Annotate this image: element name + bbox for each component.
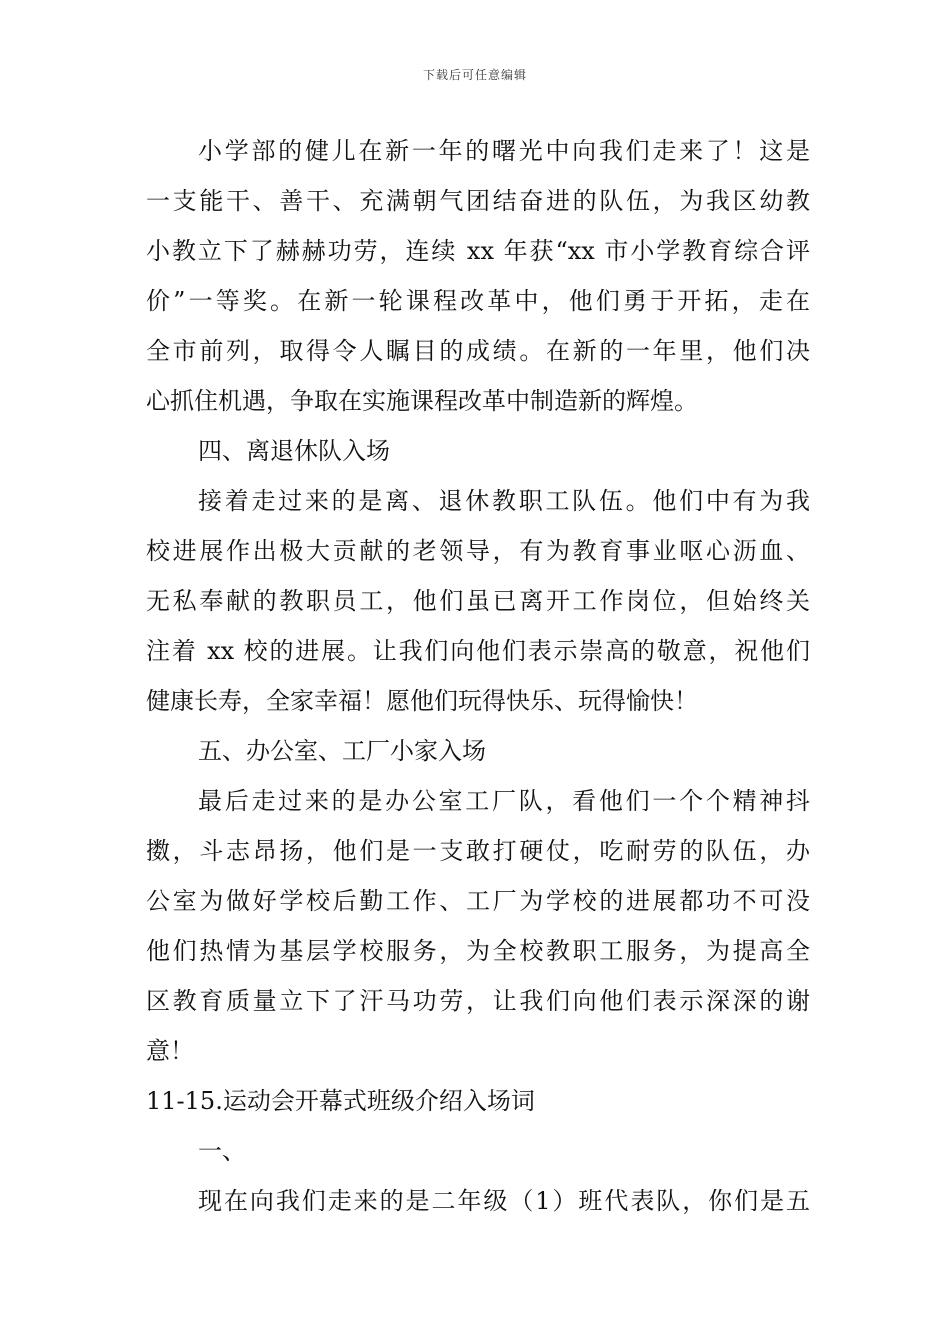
text-line: 心抓住机遇，争取在实施课程改革中制造新的辉煌。	[146, 387, 698, 415]
text-line: 擞，斗志昂扬，他们是一支敢打硬仗，吃耐劳的队伍，办	[146, 837, 810, 865]
section-heading: 四、离退休队入场	[198, 437, 390, 465]
text-line: 小教立下了赫赫功劳，连续 xx 年获“xx 市小学教育综合评	[146, 237, 810, 265]
text-line: 健康长寿，全家幸福！愿他们玩得快乐、玩得愉快！	[146, 687, 698, 715]
text-line: 校进展作出极大贡献的老领导，有为教育事业呕心沥血、	[146, 537, 810, 565]
section-heading: 一、	[198, 1137, 246, 1165]
text-line: 现在向我们走来的是二年级（1）班代表队，你们是五	[198, 1187, 810, 1215]
text-line: 价”一等奖。在新一轮课程改革中，他们勇于开拓，走在	[146, 287, 810, 315]
text-line: 一支能干、善干、充满朝气团结奋进的队伍，为我区幼教	[146, 187, 810, 215]
text-line: 最后走过来的是办公室工厂队，看他们一个个精神抖	[198, 787, 810, 815]
page-header: 下载后可任意编辑	[422, 68, 527, 82]
text-line: 意！	[146, 1037, 194, 1065]
chapter-title: 11-15.运动会开幕式班级介绍入场词	[146, 1087, 535, 1115]
text-line: 全市前列，取得令人瞩目的成绩。在新的一年里，他们决	[146, 337, 810, 365]
text-line: 注着 xx 校的进展。让我们向他们表示崇高的敬意，祝他们	[146, 637, 810, 665]
text-line: 他们热情为基层学校服务，为全校教职工服务，为提高全	[146, 937, 810, 965]
text-line: 无私奉献的教职员工，他们虽已离开工作岗位，但始终关	[146, 587, 810, 615]
section-heading: 五、办公室、工厂小家入场	[198, 737, 486, 765]
text-line: 公室为做好学校后勤工作、工厂为学校的进展都功不可没	[146, 887, 810, 915]
text-line: 区教育质量立下了汗马功劳，让我们向他们表示深深的谢	[146, 987, 810, 1015]
text-line: 小学部的健儿在新一年的曙光中向我们走来了！这是	[198, 137, 810, 165]
text-line: 接着走过来的是离、退休教职工队伍。他们中有为我	[198, 487, 810, 515]
document-body	[146, 126, 810, 1226]
